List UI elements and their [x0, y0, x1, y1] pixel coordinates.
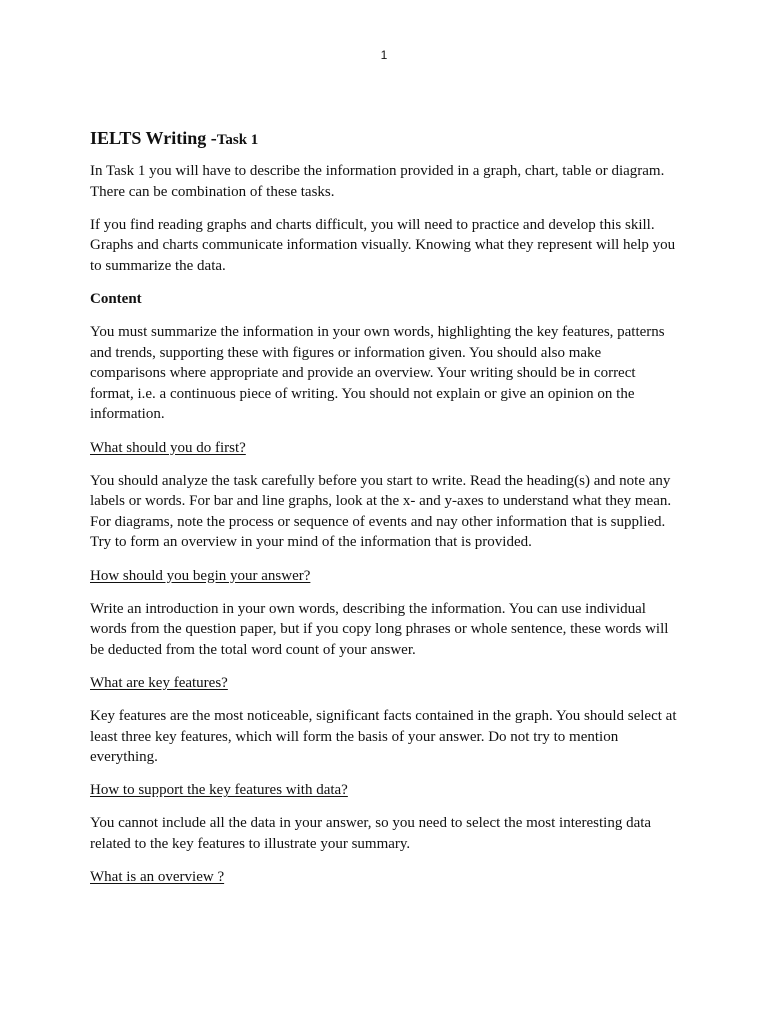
title-main: IELTS Writing - [90, 128, 217, 148]
question-what-first: What should you do first? [90, 439, 246, 456]
answer-support-data: You cannot include all the data in your answer, so you need to select the most interesting data related to the key features to illustrate your summary. [90, 815, 652, 852]
question-begin-answer: How should you begin your answer? [90, 567, 311, 584]
intro-paragraph-2: If you find reading graphs and charts difficult, you will need to practice and develop this skill. Graphs and charts communicate information visually. Knowing what they represent will help you to summarize the data. [90, 216, 676, 274]
page-number: 1 [380, 48, 388, 62]
question-key-features: What are key features? [90, 674, 228, 691]
title-sub: Task 1 [216, 132, 259, 148]
question-support-data: How to support the key features with data? [90, 782, 348, 799]
question-overview: What is an overview ? [90, 869, 225, 886]
content-heading: Content [90, 290, 142, 307]
answer-begin-answer: Write an introduction in your own words, describing the information. You can use individual words from the question paper, but if you copy long phrases or whole sentence, these words will be deducted from the total word count of your answer. [90, 600, 669, 658]
answer-what-first: You should analyze the task carefully before you start to write. Read the heading(s) and note any labels or words. For bar and line graphs, look at the x- and y-axes to understand what they mean. For diagrams, note the process or sequence of events and nay other information that is supplied. Try to form an overview in your mind of the information that is provided. [90, 472, 672, 551]
intro-paragraph-1: In Task 1 you will have to describe the information provided in a graph, chart, table or diagram. There can be combination of these tasks. [90, 163, 665, 200]
content-paragraph: You must summarize the information in your own words, highlighting the key features, patterns and trends, supporting these with figures or information given. You should also make comparisons where appropriate and provide an overview. Your writing should be in correct format, i.e. a continuous piece of writing. You should not explain or give an opinion on the information. [90, 324, 665, 423]
document-body [90, 126, 680, 900]
answer-key-features: Key features are the most noticeable, significant facts contained in the graph. You should select at least three key features, which will form the basis of your answer. Do not try to mention everything. [90, 707, 677, 766]
document-title [90, 126, 680, 152]
